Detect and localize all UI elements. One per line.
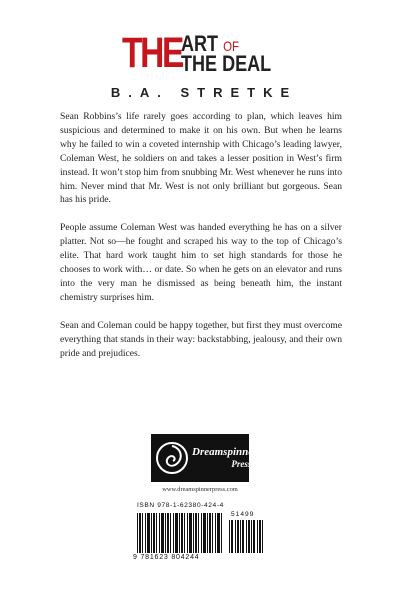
barcode	[131, 502, 271, 565]
publisher-logo	[151, 434, 258, 482]
addon-barcode-bars	[229, 520, 263, 553]
blurb-paragraph: People assume Coleman West was handed everything he has on a silver platter. Not so—he fought and scraped his way to the top of Chicago’s elite. That hard work taught him to set high standards for those he chooses to work with… or date. So when he gets on an elevator and runs into the very man he dismissed as being beneath him, the instant chemistry surprises him.	[60, 222, 342, 303]
title-of: OF	[223, 38, 240, 54]
isbn-label: ISBN 978-1-62380-424-4	[137, 502, 224, 509]
title-the-deal: THE DEAL	[181, 51, 272, 76]
author-name: B.A. STRETKE	[110, 85, 298, 100]
publisher-imprint: Press	[231, 459, 252, 469]
blurb-text	[60, 110, 342, 375]
publisher-name: Dreamspinner	[192, 446, 258, 458]
title-art: ART	[181, 31, 219, 56]
ean-number: 9 781623 804244	[133, 554, 200, 561]
publisher-logo-text	[192, 446, 257, 470]
book-title	[0, 30, 400, 100]
swirl-icon	[155, 441, 189, 475]
price-addon-label: 51499	[231, 511, 255, 518]
blurb-paragraph: Sean and Coleman could be happy together, but first they must overcome everything that stands in their way: backstabbing, jealousy, and their own pride and prejudices.	[60, 319, 342, 359]
blurb-paragraph: Sean Robbins’s life rarely goes according to plan, which leaves him suspicious and determined to make it on his own. But when he learns why he failed to win a coveted internship with Chicago’s leading lawyer, Coleman West, he soldiers on and takes a lesser position in West’s firm instead. It won’t stop him from snubbing Mr. West whenever he runs into him. Never mind that Mr. West is not only brilliant but gorgeous. Sean has his pride.	[60, 111, 342, 206]
publisher-url: www.dreamspinnerpress.com	[162, 486, 238, 493]
barcode-bars	[137, 513, 223, 553]
title-the: THE	[122, 29, 183, 77]
